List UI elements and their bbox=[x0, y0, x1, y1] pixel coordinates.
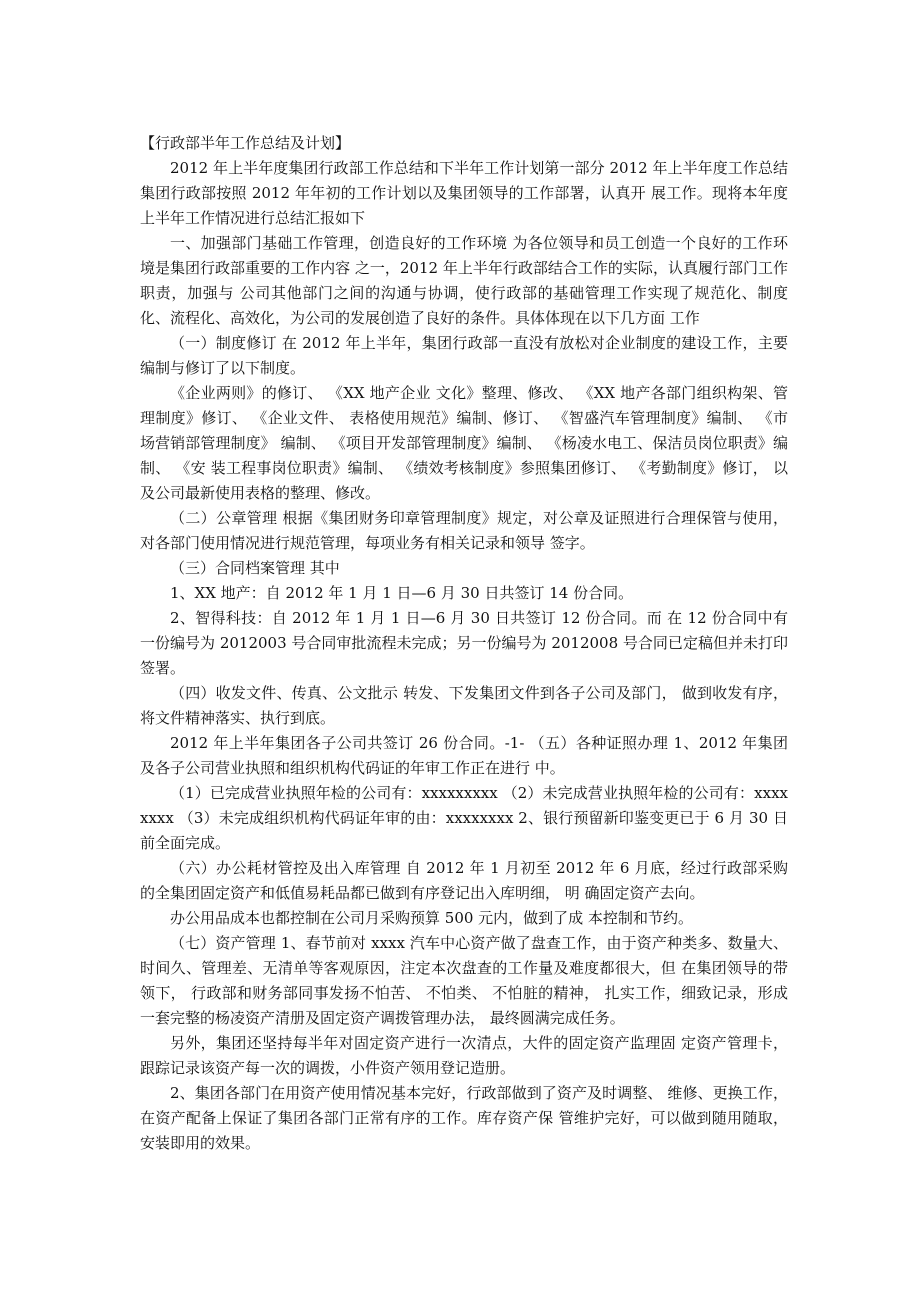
paragraph-documents: （四）收发文件、传真、公文批示 转发、下发集团文件到各子公司及部门， 做到收发有序，将文件精神落实、执行到底。 bbox=[140, 684, 788, 727]
paragraph-contract-xx: 1、XX 地产：自 2012 年 1 月 1 日—6 月 30 日共签订 14 份合同。 bbox=[170, 584, 634, 602]
paragraph-section-1: 一、加强部门基础工作管理，创造良好的工作环境 为各位领导和员工创造一个良好的工作环境是集团行政部重要的工作内容 之一，2012 年上半年行政部结合工作的实际，认真履行部门工作职责，加强与 公司其他部门之间的沟通与协调，使行政部的基础管理工作实现了规范化、制度 化、流程化、高效化，为公司的发展创造了良好的条件。具体体现在以下几方面 工作 bbox=[140, 234, 788, 327]
paragraph-license-status: （1）已完成营业执照年检的公司有：xxxxxxxxx （2）未完成营业执照年检的公司有：xxxxxxxx （3）未完成组织机构代码证年审的由：xxxxxxxx 2、银行预留新印鉴变更已于 6 月 30 日前全面完成。 bbox=[140, 784, 788, 852]
paragraph-supplies-cost: 办公用品成本也都控制在公司月采购预算 500 元内，做到了成 本控制和节约。 bbox=[170, 909, 693, 927]
paragraph-contract-archive: （三）合同档案管理 其中 bbox=[170, 559, 340, 577]
paragraph-rules-revision: （一）制度修订 在 2012 年上半年，集团行政部一直没有放松对企业制度的建设工作，主要编制与修订了以下制度。 bbox=[140, 334, 788, 377]
paragraph-intro: 2012 年上半年度集团行政部工作总结和下半年工作计划第一部分 2012 年上半年度工作总结集团行政部按照 2012 年年初的工作计划以及集团领导的工作部署，认真开 展工作。现将本年度上半年工作情况进行总结汇报如下 bbox=[140, 159, 788, 227]
paragraph-asset-usage: 2、集团各部门在用资产使用情况基本完好，行政部做到了资产及时调整、 维修、更换工作，在资产配备上保证了集团各部门正常有序的工作。库存资产保 管维护完好，可以做到随用随取，安装即用的效果。 bbox=[140, 1084, 788, 1152]
document-title: 【行政部半年工作总结及计划】 bbox=[140, 134, 351, 152]
paragraph-rules-list: 《企业两则》的修订、 《XX 地产企业 文化》整理、修改、 《XX 地产各部门组织构架、管理制度》修订、 《企业文件、 表格使用规范》编制、修订、 《智盛汽车管理制度》编制、 《市场营销部管理制度》 编制、 《项目开发部管理制度》编制、 《杨凌水电工、保洁员岗位职责》编制、 《安 装工程事岗位职责》编制、 《绩效考核制度》参照集团修订、 《考勤制度》修订， 以及公司最新使用表格的整理、修改。 bbox=[140, 384, 788, 502]
paragraph-supplies: （六）办公耗材管控及出入库管理 自 2012 年 1 月初至 2012 年 6 月底，经过行政部采购的全集团固定资产和低值易耗品都已做到有序登记出入库明细， 明 确固定资产去向。 bbox=[140, 859, 788, 902]
document-page bbox=[140, 131, 788, 1156]
paragraph-contract-zhide: 2、智得科技：自 2012 年 1 月 1 日—6 月 30 日共签订 12 份合同。而 在 12 份合同中有一份编号为 2012003 号合同审批流程未完成；另一份编号为 2012008 号合同已定稿但并未打印签署。 bbox=[140, 609, 788, 677]
paragraph-seal-management: （二）公章管理 根据《集团财务印章管理制度》规定，对公章及证照进行合理保管与使用， 对各部门使用情况进行规范管理，每项业务有相关记录和领导 签字。 bbox=[140, 509, 788, 552]
paragraph-asset-inventory: 另外，集团还坚持每半年对固定资产进行一次清点，大件的固定资产监理固 定资产管理卡，跟踪记录该资产每一次的调拨，小件资产领用登记造册。 bbox=[140, 1034, 788, 1077]
paragraph-licenses: 2012 年上半年集团各子公司共签订 26 份合同。-1- （五）各种证照办理 1、2012 年集团及各子公司营业执照和组织机构代码证的年审工作正在进行 中。 bbox=[140, 734, 788, 777]
paragraph-asset-management: （七）资产管理 1、春节前对 xxxx 汽车中心资产做了盘查工作，由于资产种类多、数量大、 时间久、管理差、无清单等客观原因，注定本次盘查的工作量及难度都很大，但 在集团领导的带领下， 行政部和财务部同事发扬不怕苦、 不怕类、 不怕脏的精神， 扎实工作，细致记录，形成一套完整的杨凌资产清册及固定资产调拨管理办法， 最终圆满完成任务。 bbox=[140, 934, 788, 1027]
